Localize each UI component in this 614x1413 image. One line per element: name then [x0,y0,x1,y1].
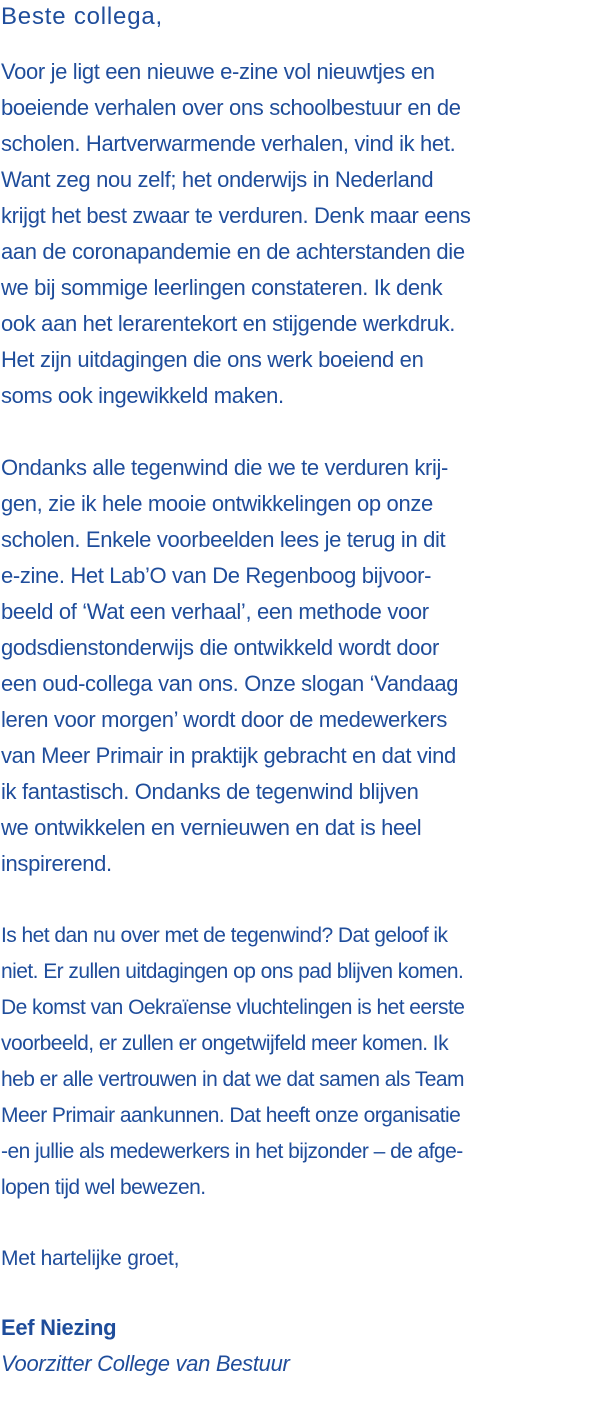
text-line: -en jullie als medewerkers in het bijzonder – de afge- [1,1140,463,1163]
text-line: inspirerend. [1,851,112,876]
text-line: beeld of ‘Wat een verhaal’, een methode voor [1,599,429,624]
text-line: een oud-collega van ons. Onze slogan ‘Vandaag [1,671,459,696]
salutation: Beste collega, [1,3,163,30]
paragraph-intro [1,54,613,414]
text-line: Meer Primair aankunnen. Dat heeft onze organisatie [1,1104,461,1127]
text-line: krijgt het best zwaar te verduren. Denk maar eens [1,203,471,228]
text-line: gen, zie ik hele mooie ontwikkelingen op onze [1,491,433,516]
text-line: boeiende verhalen over ons schoolbestuur en de [1,95,461,120]
text-line: scholen. Hartverwarmende verhalen, vind ik het. [1,131,456,156]
text-line: scholen. Enkele voorbeelden lees je terug in dit [1,527,446,552]
text-line: van Meer Primair in praktijk gebracht en dat vind [1,743,456,768]
text-line: godsdienstonderwijs die ontwikkeld wordt door [1,635,439,660]
text-line: we ontwikkelen en vernieuwen en dat is heel [1,815,422,840]
text-line: heb er alle vertrouwen in dat we dat samen als Team [1,1068,464,1091]
text-line: soms ook ingewikkeld maken. [1,383,284,408]
paragraph-developments [1,450,613,882]
text-line: niet. Er zullen uitdagingen op ons pad blijven komen. [1,960,464,983]
text-line: Is het dan nu over met de tegenwind? Dat geloof ik [1,924,448,947]
closing-greeting: Met hartelijke groet, [1,1247,180,1270]
text-line: aan de coronapandemie en de achterstanden die [1,239,465,264]
text-line: we bij sommige leerlingen constateren. Ik denk [1,275,443,300]
signer-name: Eef Niezing [1,1315,117,1340]
text-line: leren voor morgen’ wordt door de medewerkers [1,707,447,732]
paragraph-outlook [1,918,613,1206]
signer-title: Voorzitter College van Bestuur [1,1351,290,1376]
text-line: Voor je ligt een nieuwe e-zine vol nieuwtjes en [1,59,435,84]
text-line: ik fantastisch. Ondanks de tegenwind blijven [1,779,419,804]
text-line: Ondanks alle tegenwind die we te verduren krij- [1,455,449,480]
text-line: e-zine. Het Lab’O van De Regenboog bijvoor- [1,563,432,588]
text-line: Het zijn uitdagingen die ons werk boeiend en [1,347,424,372]
text-line: De komst van Oekraïense vluchtelingen is het eerste [1,996,465,1019]
letter [1,0,613,1380]
text-line: lopen tijd wel bewezen. [1,1176,206,1199]
text-line: voorbeeld, er zullen er ongetwijfeld meer komen. Ik [1,1032,449,1055]
text-line: ook aan het lerarentekort en stijgende werkdruk. [1,311,456,336]
text-line: Want zeg nou zelf; het onderwijs in Nederland [1,167,434,192]
